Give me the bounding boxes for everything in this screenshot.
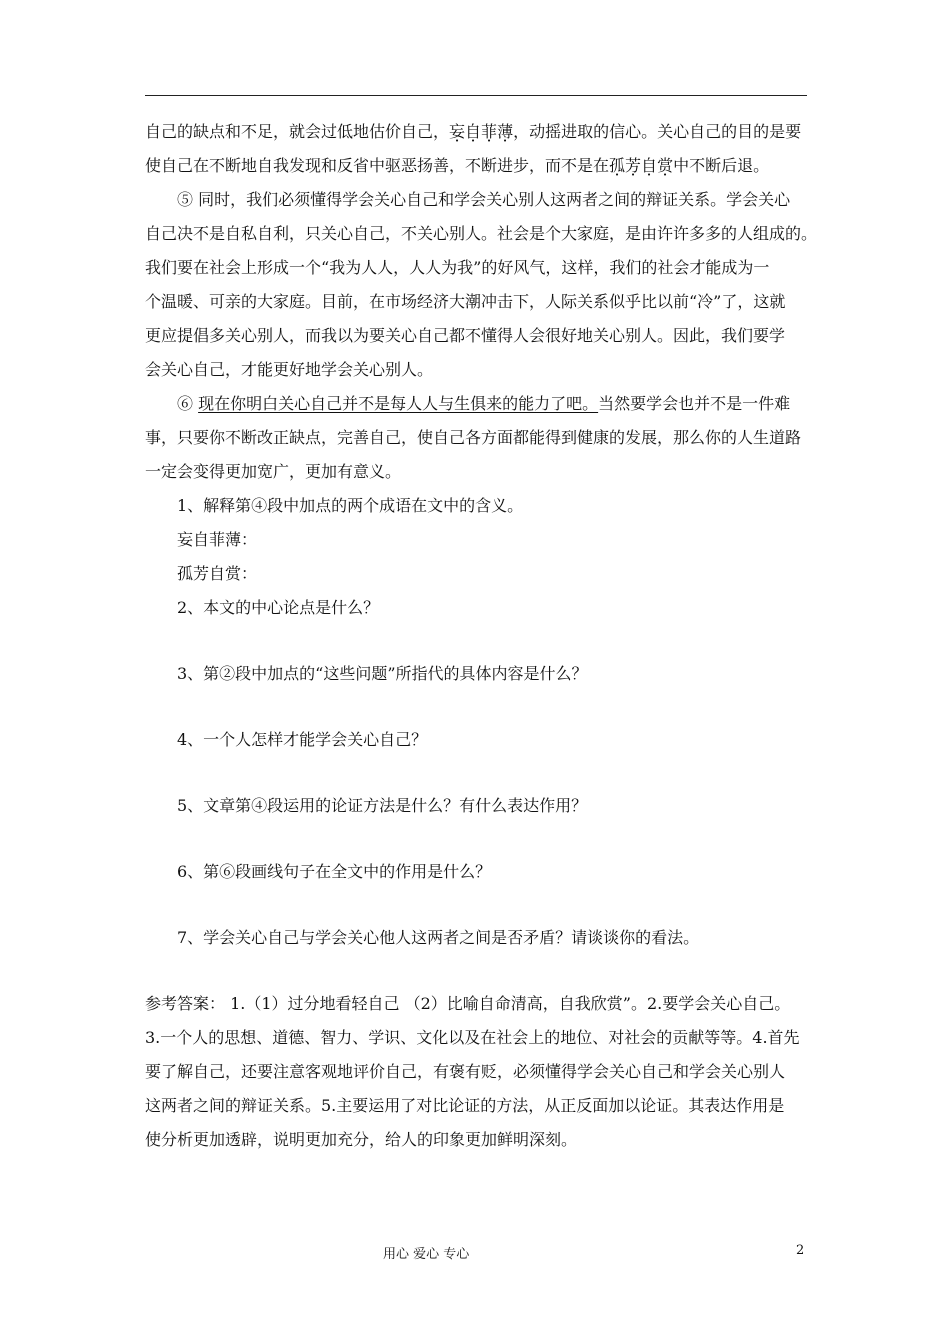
paragraph-4-line-2 bbox=[145, 149, 807, 183]
page-content bbox=[145, 115, 818, 1157]
answer-space bbox=[145, 625, 807, 657]
dotted-idiom-1 bbox=[449, 122, 513, 141]
paragraph-5-line: 个温暖、可亲的大家庭。目前，在市场经济大潮冲击下，人际关系似乎比以前“冷”了，这就 bbox=[145, 292, 786, 311]
text-segment: 当然要学会也并不是一件难 bbox=[598, 394, 791, 413]
answer-key-line: 3.一个人的思想、道德、智力、学识、文化以及在社会上的地位、对社会的贡献等等。4.首先 bbox=[145, 1028, 800, 1047]
answer-key-line: 这两者之间的辩证关系。5.主要运用了对比论证的方法，从正反面加以论证。其表达作用是 bbox=[145, 1096, 785, 1115]
dotted-char: 孤 bbox=[609, 156, 626, 175]
question-3: 3、第②段中加点的“这些问题”所指代的具体内容是什么？ bbox=[177, 664, 588, 683]
answer-key-line: 使分析更加透辟，说明更加充分，给人的印象更加鲜明深刻。 bbox=[145, 1130, 578, 1149]
question-5: 5、文章第④段运用的论证方法是什么？有什么表达作用？ bbox=[177, 796, 588, 815]
page-number: 2 bbox=[796, 1243, 805, 1258]
paragraph-6-line: 事，只要你不断改正缺点，完善自己，使自己各方面都能得到健康的发展，那么你的人生道路 bbox=[145, 428, 802, 447]
question-2: 2、本文的中心论点是什么？ bbox=[177, 598, 380, 617]
answer-space bbox=[145, 757, 807, 789]
paragraph-6-line-1 bbox=[145, 387, 807, 421]
footer-motto: 用心 爱心 专心 bbox=[383, 1247, 470, 1262]
text-segment: 中不断后退。 bbox=[673, 156, 770, 175]
answer-space bbox=[145, 955, 807, 987]
answer-key-line: 参考答案： 1.（1）过分地看轻自己 （2）比喻自命清高，自我欣赏”。2.要学会关心自己。 bbox=[145, 994, 791, 1013]
dotted-char: 自 bbox=[465, 122, 482, 141]
question-1-item-b: 孤芳自赏： bbox=[177, 564, 258, 583]
text-segment: 使自己在不断地自我发现和反省中驱恶扬善，不断进步，而不是在 bbox=[145, 156, 610, 175]
dotted-char: 菲 bbox=[481, 122, 498, 141]
paragraph-5-line: 自己决不是自私自利，只关心自己，不关心别人。社会是个大家庭，是由许许多多的人组成的。 bbox=[145, 224, 818, 243]
question-4: 4、一个人怎样才能学会关心自己？ bbox=[177, 730, 428, 749]
dotted-char: 妄 bbox=[449, 122, 466, 141]
answer-key-line: 要了解自己，还要注意客观地评价自己，有褒有贬，必须懂得学会关心自己和学会关心别人 bbox=[145, 1062, 786, 1081]
answer-space bbox=[145, 823, 807, 855]
paragraph-5-line: 更应提倡多关心别人，而我以为要关心自己都不懂得人会很好地关心别人。因此，我们要学 bbox=[145, 326, 786, 345]
paragraph-5-line: ⑤ 同时，我们必须懂得学会关心自己和学会关心别人这两者之间的辩证关系。学会关心 bbox=[177, 190, 791, 209]
dotted-char: 赏 bbox=[657, 156, 674, 175]
paragraph-6-line: 一定会变得更加宽广，更加有意义。 bbox=[145, 462, 402, 481]
paragraph-number: ⑥ bbox=[177, 394, 199, 413]
dotted-char: 薄 bbox=[497, 122, 514, 141]
dotted-char: 芳 bbox=[625, 156, 642, 175]
header-rule bbox=[145, 95, 807, 96]
text-segment: 自己的缺点和不足，就会过低地估价自己， bbox=[145, 122, 450, 141]
paragraph-5-line: 我们要在社会上形成一个“我为人人，人人为我”的好风气，这样，我们的社会才能成为一 bbox=[145, 258, 770, 277]
question-1-item-a: 妄自菲薄： bbox=[177, 530, 258, 549]
question-7: 7、学会关心自己与学会关心他人这两者之间是否矛盾？请谈谈你的看法。 bbox=[177, 928, 700, 947]
dotted-idiom-2 bbox=[609, 156, 673, 175]
question-6: 6、第⑥段画线句子在全文中的作用是什么？ bbox=[177, 862, 492, 881]
paragraph-5-line: 会关心自己，才能更好地学会关心别人。 bbox=[145, 360, 434, 379]
dotted-char: 自 bbox=[641, 156, 658, 175]
answer-space bbox=[145, 889, 807, 921]
text-segment: ，动摇进取的信心。关心自己的目的是要 bbox=[513, 122, 802, 141]
underlined-sentence: 现在你明白关心自己并不是每人人与生俱来的能力了吧。 bbox=[198, 394, 599, 413]
question-1: 1、解释第④段中加点的两个成语在文中的含义。 bbox=[177, 496, 524, 515]
answer-space bbox=[145, 691, 807, 723]
paragraph-4-line-1 bbox=[145, 115, 807, 149]
